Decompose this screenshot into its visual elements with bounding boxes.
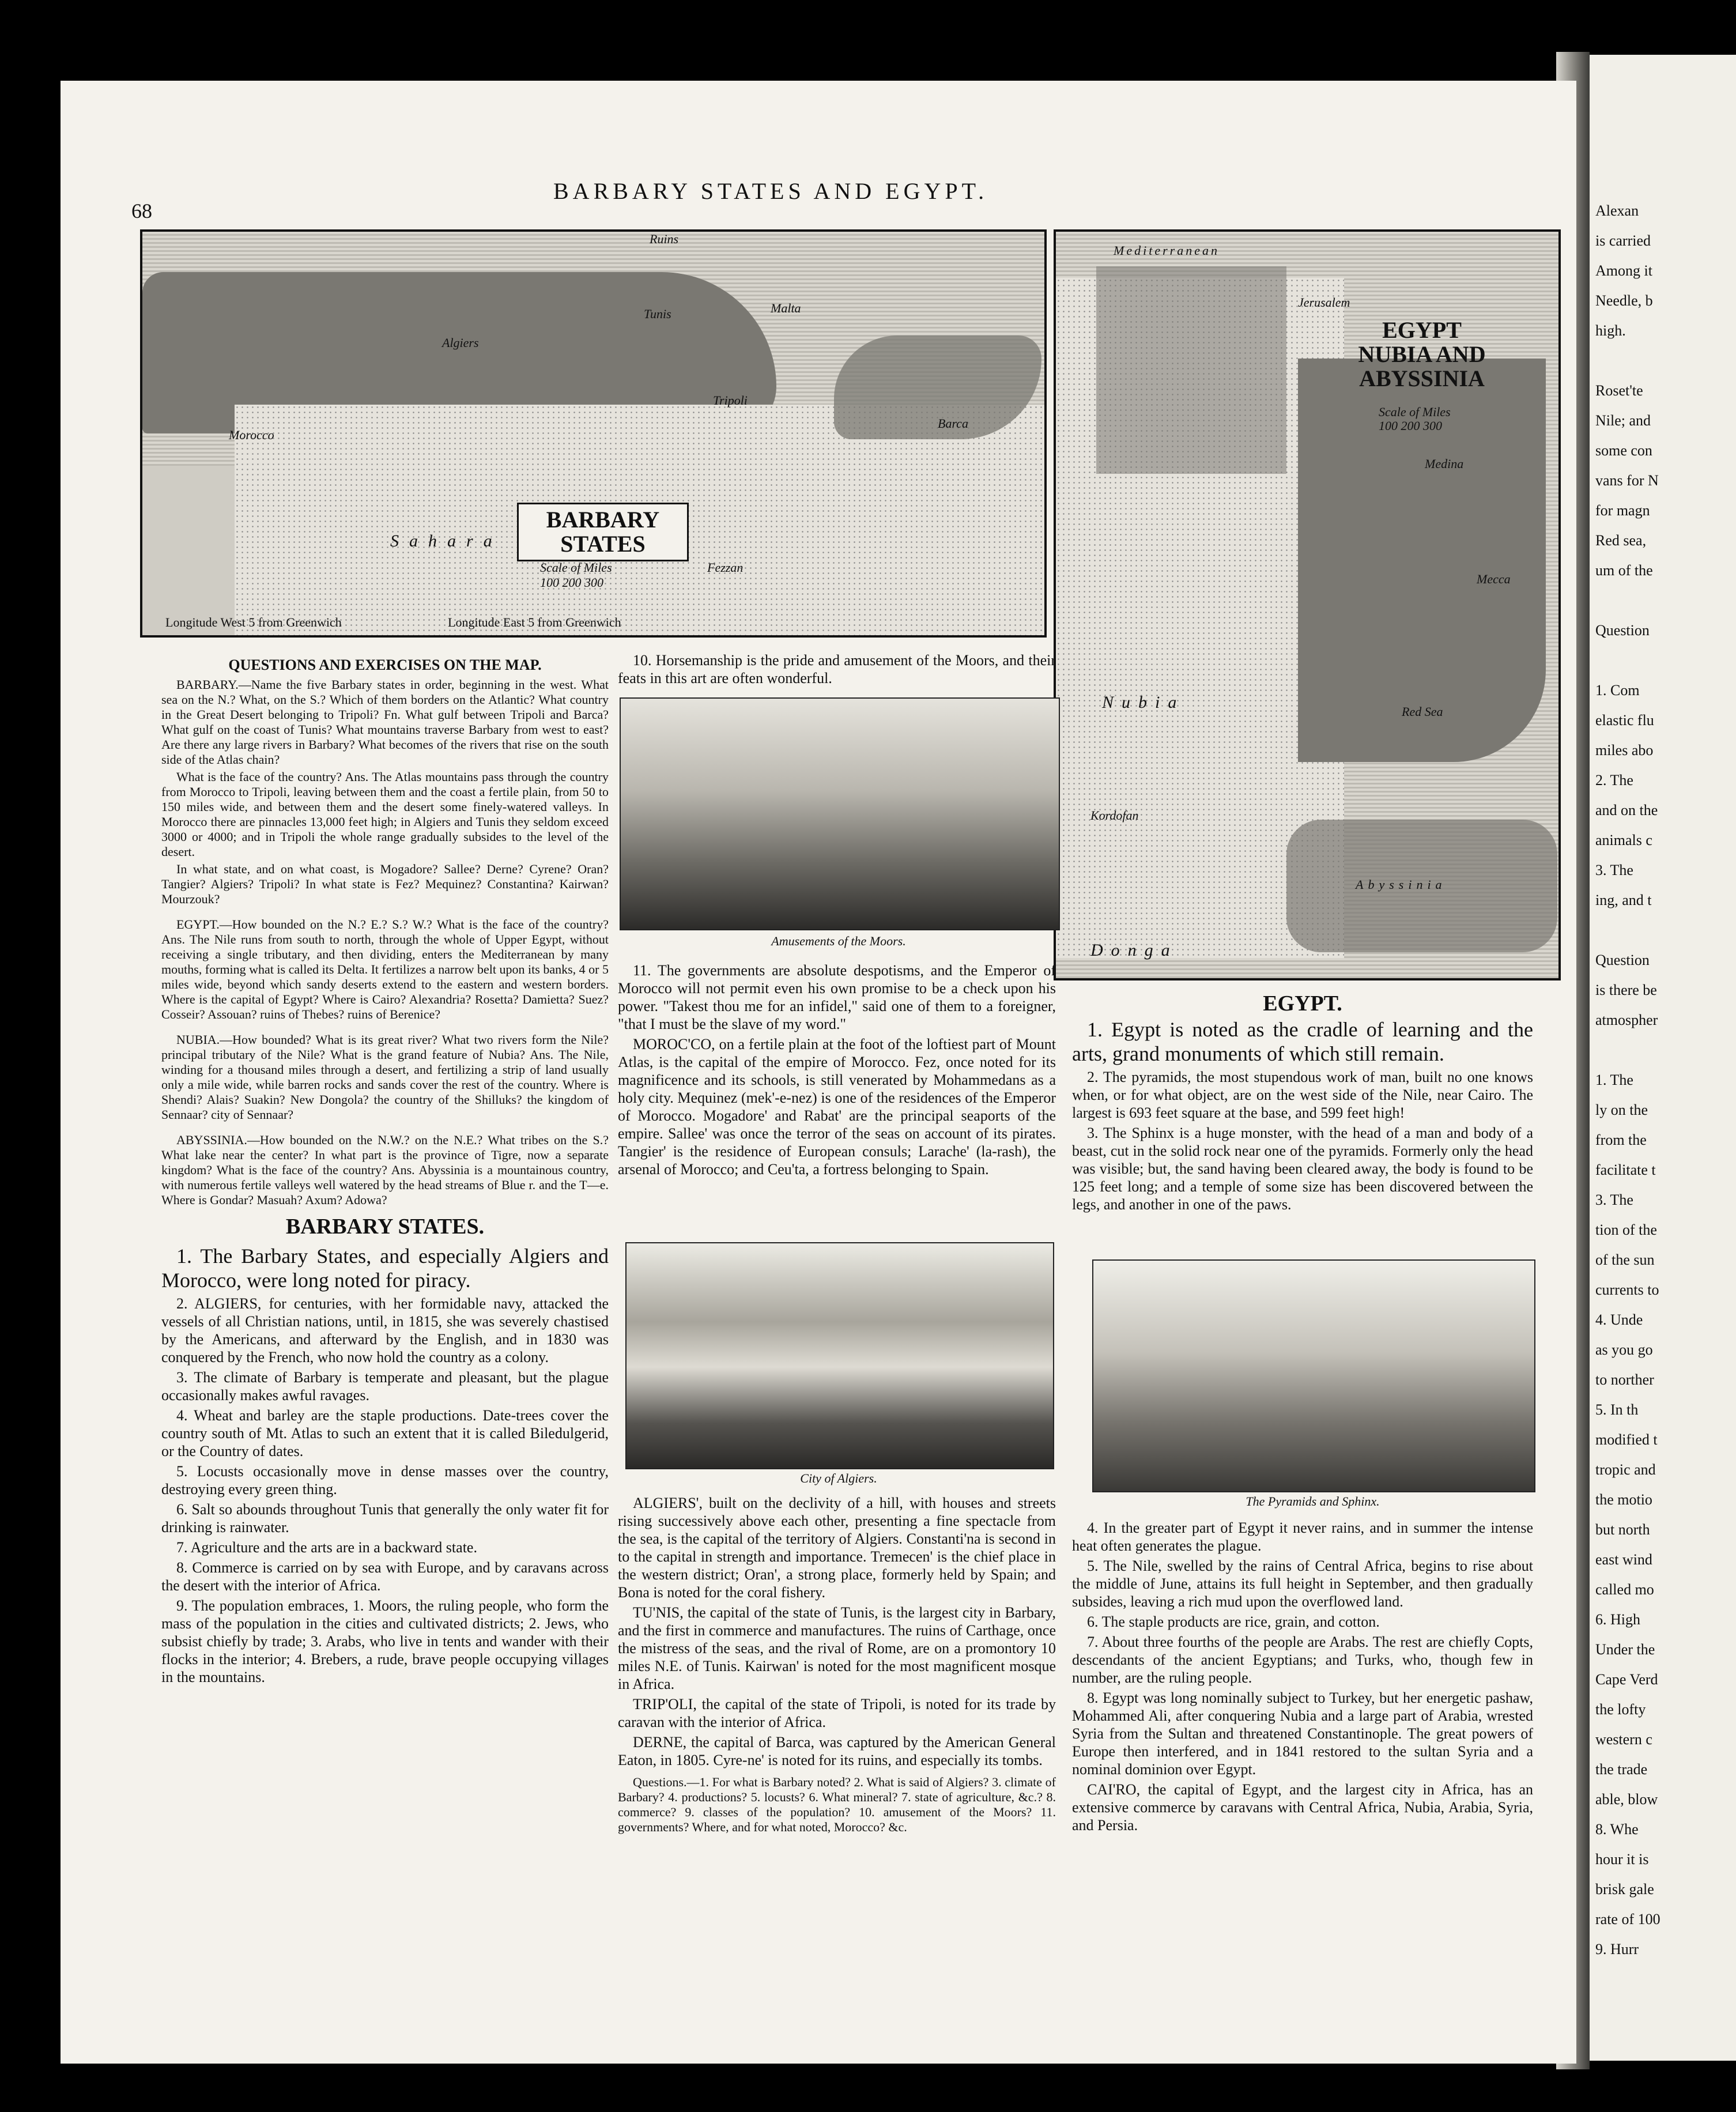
barbary-questions: BARBARY.—Name the five Barbary states in order, beginning in the west. What sea on the N.? What, on the S.? Which of them borders on the Atlantic? What country in the Great Desert belonging to Tripoli? Fn. What gulf between Tripoli and Barca? What gulf on the coast of Tunis? What mountains traverse Barbary from west to east? Are there any large rivers in Barbary? What becomes of the rivers that rise on the south side of the Atlas chain? bbox=[161, 677, 609, 767]
barbary-lead: 1. The Barbary States, and especially Algiers and Morocco, were long noted for piracy. bbox=[161, 1244, 609, 1292]
barbary-map-place-6: Morocco bbox=[229, 428, 274, 442]
egypt-lead: 1. Egypt is noted as the cradle of learning and the arts, grand monuments of which still remain. bbox=[1072, 1018, 1533, 1065]
facing-page-line: 6. High bbox=[1595, 1611, 1640, 1628]
facing-page-line: high. bbox=[1595, 322, 1626, 339]
moors-p10: 10. Horsemanship is the pride and amusement of the Moors, and their feats in this art are often wonderful. bbox=[618, 652, 1056, 687]
egypt-p8: 8. Egypt was long nominally subject to Turkey, but her energetic pashaw, Mohammed Ali, after conquering Nubia and a large part of Arabia, wrested Syria from the Sultan and threatened Constantinople. The great powers of Europe then interfered, and in 1841 restored to the sultan Syria and a nominal dominion over Egypt. bbox=[1072, 1689, 1533, 1778]
barbary-section-title: BARBARY STATES. bbox=[285, 1215, 485, 1239]
cairo-text: CAI'RO, the capital of Egypt, and the largest city in Africa, has an extensive commerce by caravans with Central Africa, Nubia, Arabia, Syria, and Persia. bbox=[1072, 1781, 1533, 1834]
facing-page-line: able, blow bbox=[1595, 1791, 1658, 1808]
egypt-map-place-0: Mediterranean bbox=[1114, 243, 1220, 258]
column-2-lower bbox=[618, 961, 1056, 1181]
nubia-questions: NUBIA.—How bounded? What is its great river? What two rivers form the Nile? principal tributary of the Nile? What is the grand feature of Nubia? Ans. The Nile, winding for a thousand miles through a desert, and fertilizing a strip of land usually only a mile wide, while barren rocks and sands cover the rest of the country. Where is Shendi? Alais? Suakin? New Dongola? the country of the Shilluks? the kingdom of Sennaar? city of Sennaar? bbox=[161, 1032, 609, 1122]
facing-page-line: 1. The bbox=[1595, 1072, 1633, 1088]
facing-page-line: 9. Hurr bbox=[1595, 1941, 1639, 1958]
facing-page-line: Under the bbox=[1595, 1641, 1655, 1658]
egypt-map-place-5: Kordofan bbox=[1090, 808, 1139, 823]
pyramids-caption: The Pyramids and Sphinx. bbox=[1246, 1494, 1380, 1508]
barbary-map-longitude-east: Longitude East 5 from Greenwich bbox=[448, 615, 621, 629]
facing-page-line: ly on the bbox=[1595, 1102, 1648, 1118]
facing-page-line: western c bbox=[1595, 1731, 1652, 1748]
derne-text: DERNE, the capital of Barca, was captured by the American General Eaton, in 1805. Cyre-ne' is noted for its ruins, and especially its tombs. bbox=[618, 1734, 1056, 1768]
barbary-map bbox=[140, 229, 1047, 638]
facing-page-line: 5. In th bbox=[1595, 1401, 1639, 1418]
egypt-map-place-3: Mecca bbox=[1477, 572, 1511, 586]
egypt-questions: EGYPT.—How bounded on the N.? E.? S.? W.? What is the face of the country? Ans. The Nile runs from south to north, through the whole of Upper Egypt, without receiving a single tributary, and then dividing, enters the Mediterranean by many mouths, forming what is called its Delta. It fertilizes a narrow belt upon its banks, 4 or 5 miles wide, beyond which sandy deserts extend to the eastern and western borders. Where is the capital of Egypt? Where is Cairo? Alexandria? Rosetta? Damietta? Suez? Cosseir? Assouan? ruins of Thebes? ruins of Berenice? bbox=[161, 917, 609, 1021]
barbary-map-longitude-west: Longitude West 5 from Greenwich bbox=[165, 615, 342, 629]
column-2 bbox=[618, 651, 1056, 689]
facing-page-line: Needle, b bbox=[1595, 292, 1653, 309]
facing-page-line: the trade bbox=[1595, 1761, 1648, 1778]
facing-page-line: is there be bbox=[1595, 982, 1657, 998]
facing-page-line: Question bbox=[1595, 952, 1650, 968]
barbary-map-scale-values: 100 200 300 bbox=[540, 575, 603, 590]
facing-page-line: hour it is bbox=[1595, 1851, 1649, 1868]
facing-page-line: the lofty bbox=[1595, 1701, 1646, 1718]
barbary-p2: 2. ALGIERS, for centuries, with her formidable navy, attacked the vessels of all Christian nations, until, in 1815, she was severely chastised by the Americans, and afterward by the English, and in 1830 was conquered by the French, who now hold the country as a colony. bbox=[161, 1295, 609, 1366]
egypt-p5: 5. The Nile, swelled by the rains of Central Africa, begins to rise about the middle of June, attains its full height in September, and then gradually subsides, leaving a rich mud upon the overflowed land. bbox=[1072, 1557, 1533, 1610]
facing-page-line: but north bbox=[1595, 1521, 1650, 1538]
facing-page-line: Roset'te bbox=[1595, 382, 1643, 399]
facing-page-line: is carried bbox=[1595, 232, 1651, 249]
facing-page-line: miles abo bbox=[1595, 742, 1654, 759]
barbary-map-place-1: Algiers bbox=[442, 335, 479, 350]
governments-p11: 11. The governments are absolute despotisms, and the Emperor of Morocco will not permit even his own promise to be a check upon his power. "Takest thou me for an infidel," said one of them to a foreigner, "that I must be the slave of my word." bbox=[618, 962, 1056, 1032]
facing-page-line: brisk gale bbox=[1595, 1881, 1654, 1898]
facing-page-line: of the sun bbox=[1595, 1251, 1655, 1268]
barbary-map-scale: Scale of Miles bbox=[540, 560, 612, 575]
page-header-title: BARBARY STATES AND EGYPT. bbox=[553, 178, 988, 204]
barbary-p8: 8. Commerce is carried on by sea with Europe, and by caravans across the desert with the interior of Africa. bbox=[161, 1559, 609, 1594]
egypt-map-place-8: Red Sea bbox=[1402, 704, 1443, 719]
pyramids-sphinx-engraving bbox=[1092, 1259, 1535, 1492]
facing-page-line: facilitate t bbox=[1595, 1161, 1656, 1178]
facing-page-line: 8. Whe bbox=[1595, 1821, 1639, 1838]
facing-page-line: vans for N bbox=[1595, 472, 1659, 489]
facing-page-line: to norther bbox=[1595, 1371, 1654, 1388]
barbary-p3: 3. The climate of Barbary is temperate and pleasant, but the plague occasionally makes awful ravages. bbox=[161, 1369, 609, 1404]
barbary-face: What is the face of the country? Ans. The Atlas mountains pass through the country from Morocco to Tripoli, leaving between them and the coast a fertile plain, from 50 to 150 miles wide, and between them and the desert some finely-watered valleys. In Morocco there are pinnacles 13,000 feet high; in Algiers and Tunis they seldom exceed 3000 or 4000; and in Tripoli the whole range gradually subsides to the level of the desert. bbox=[161, 770, 609, 859]
facing-page-line: animals c bbox=[1595, 832, 1652, 848]
facing-page-line: modified t bbox=[1595, 1431, 1658, 1448]
barbary-map-title: BARBARY STATES bbox=[517, 503, 689, 561]
column-3 bbox=[1072, 991, 1533, 1216]
facing-page-line: 3. The bbox=[1595, 862, 1633, 878]
barbary-p6: 6. Salt so abounds throughout Tunis that generally the only water fit for drinking is rainwater. bbox=[161, 1501, 609, 1536]
egypt-map-scale: Scale of Miles bbox=[1379, 405, 1451, 419]
barbary-map-place-3: Tripoli bbox=[713, 393, 748, 408]
moors-horsemen-engraving bbox=[620, 697, 1060, 930]
facing-page-line: and on the bbox=[1595, 802, 1658, 819]
barbary-map-place-7: Malta bbox=[771, 301, 801, 315]
tunis-text: TU'NIS, the capital of the state of Tunis, is the largest city in Barbary, and the first in commerce and manufactures. The ruins of Carthage, once the mistress of the seas, and the rival of Rome, are on a promontory 10 miles N.E. of Tunis. Kairwan' is noted for the most magnificent mosque in Africa. bbox=[618, 1604, 1056, 1692]
egypt-map-place-1: Jerusalem bbox=[1298, 295, 1350, 310]
moors-caption: Amusements of the Moors. bbox=[771, 934, 906, 948]
egypt-section-title: EGYPT. bbox=[1263, 991, 1342, 1016]
facing-page-line: Cape Verd bbox=[1595, 1671, 1658, 1688]
barbary-p5: 5. Locusts occasionally move in dense masses over the country, destroying every green thing. bbox=[161, 1463, 609, 1498]
barbary-map-place-2: Tunis bbox=[644, 307, 671, 321]
barbary-towns: In what state, and on what coast, is Mogadore? Sallee? Derne? Cyrene? Oran? Tangier? Algiers? Tripoli? In what state is Fez? Mequinez? Constantina? Kairwan? Mourzouk? bbox=[161, 862, 609, 906]
facing-page-line: for magn bbox=[1595, 502, 1650, 519]
egypt-map-title: EGYPT NUBIA AND ABYSSINIA bbox=[1358, 317, 1486, 391]
barbary-p9: 9. The population embraces, 1. Moors, the ruling people, who form the mass of the population in the cities and cultivated districts; 2. Jews, who subsist chiefly by trade; 3. Arabs, who live in tents and wander with their flocks in the interior; 4. Brebers, a rude, brave people occupying villages in the mountains. bbox=[161, 1597, 609, 1685]
barbary-p7: 7. Agriculture and the arts are in a backward state. bbox=[176, 1539, 477, 1556]
city-of-algiers-engraving bbox=[625, 1242, 1054, 1469]
facing-page-line: atmospher bbox=[1595, 1012, 1658, 1028]
barbary-map-place-5: Barca bbox=[938, 416, 968, 431]
facing-page-line: tion of the bbox=[1595, 1221, 1657, 1238]
facing-page-line: east wind bbox=[1595, 1551, 1652, 1568]
egypt-p6: 6. The staple products are rice, grain, and cotton. bbox=[1087, 1613, 1380, 1630]
facing-page-line: ing, and t bbox=[1595, 892, 1652, 908]
barbary-map-place-4: Fezzan bbox=[707, 560, 744, 575]
facing-page-line: called mo bbox=[1595, 1581, 1654, 1598]
egypt-p2: 2. The pyramids, the most stupendous work of man, built no one knows when, or for what object, are on the west side of the Nile, near Cairo. The largest is 693 feet square at the base, and 599 feet high! bbox=[1072, 1069, 1533, 1121]
abyssinia-questions: ABYSSINIA.—How bounded on the N.W.? on the N.E.? What tribes on the S.? What lake near the center? In what part is the province of Tigre, now a separate kingdom? What is the face of the country? Ans. Abyssinia is a mountainous country, with numerous fertile valleys well watered by the head streams of Blue r. and the T—e. Where is Gondar? Masuah? Axum? Adowa? bbox=[161, 1133, 609, 1207]
column-2-bottom bbox=[618, 1494, 1056, 1837]
egypt-map-scale-values: 100 200 300 bbox=[1379, 418, 1442, 433]
egypt-map bbox=[1054, 229, 1561, 980]
egypt-p4: 4. In the greater part of Egypt it never rains, and in summer the intense heat often generates the plague. bbox=[1072, 1519, 1533, 1554]
barbary-p4: 4. Wheat and barley are the staple productions. Date-trees cover the country south of Mt. Atlas to such an extent that it is called Biledulgerid, or the Country of dates. bbox=[161, 1407, 609, 1459]
facing-page-line: um of the bbox=[1595, 562, 1653, 579]
facing-page-line: 2. The bbox=[1595, 772, 1633, 789]
column-1 bbox=[161, 656, 609, 1688]
tripoli-text: TRIP'OLI, the capital of the state of Tripoli, is noted for its trade by caravan with the interior of Africa. bbox=[618, 1696, 1056, 1730]
facing-page-line: tropic and bbox=[1595, 1461, 1656, 1478]
questions-heading: QUESTIONS AND EXERCISES ON THE MAP. bbox=[228, 657, 542, 673]
facing-page bbox=[1590, 55, 1736, 2061]
page-number: 68 bbox=[131, 199, 152, 222]
facing-page-line: as you go bbox=[1595, 1341, 1653, 1358]
facing-page-line: the motio bbox=[1595, 1491, 1652, 1508]
morocco-text: MOROC'CO, on a fertile plain at the foot of the loftiest part of Mount Atlas, is the capital of the empire of Morocco. Fez, once noted for its magnificence and its schools, is still venerated by Mohammedans as a holy city. Mequinez (mek'-e-nez) is one of the residences of the Emperor of Morocco. Mogadore' and Rabat' are the principal seaports of the empire. Sallee' was once the terror of the seas on account of its pirates. Tangier' is the residence of European consuls; Larache' (la-rash), the arsenal of Morocco; and Ceu'ta, a fortress belonging to Spain. bbox=[618, 1036, 1056, 1178]
facing-page-line: Among it bbox=[1595, 262, 1652, 279]
facing-page-line: Red sea, bbox=[1595, 532, 1647, 549]
facing-page-line: Nile; and bbox=[1595, 412, 1651, 429]
algiers-caption: City of Algiers. bbox=[800, 1471, 877, 1485]
facing-page-line: rate of 100 bbox=[1595, 1911, 1660, 1928]
facing-page-line: 1. Com bbox=[1595, 682, 1640, 699]
egypt-map-place-4: Nubia bbox=[1102, 693, 1185, 712]
facing-page-line: Question bbox=[1595, 622, 1650, 639]
egypt-map-place-2: Medina bbox=[1425, 457, 1464, 471]
barbary-review-questions: Questions.—1. For what is Barbary noted? 2. What is said of Algiers? 3. climate of Barbary? 4. productions? 5. locusts? 6. What mineral? 7. state of agriculture, &c.? 8. commerce? 9. classes of the population? 10. amusement of the Moors? 11. governments? Where, and for what noted, Morocco? &c. bbox=[618, 1775, 1056, 1834]
egypt-p3: 3. The Sphinx is a huge monster, with the head of a man and body of a beast, cut in the solid rock near one of the pyramids. Formerly only the head was visible; but, the sand having been cleared away, the body is found to be 125 feet long; and a temple of some size has been discovered between the legs, and another in one of the paws. bbox=[1072, 1125, 1533, 1213]
facing-page-line: Alexan bbox=[1595, 202, 1639, 219]
egypt-map-place-6: Donga bbox=[1090, 941, 1178, 960]
egypt-p7: 7. About three fourths of the people are Arabs. The rest are chiefly Copts, descendants of the ancient Egyptians; and Turks, who, though few in number, are the ruling people. bbox=[1072, 1634, 1533, 1686]
facing-page-line: elastic flu bbox=[1595, 712, 1654, 729]
facing-page-line: 3. The bbox=[1595, 1191, 1633, 1208]
column-3-lower bbox=[1072, 1519, 1533, 1836]
facing-page-line: 4. Unde bbox=[1595, 1311, 1643, 1328]
barbary-map-place-8: Ruins bbox=[650, 232, 679, 246]
facing-page-line: from the bbox=[1595, 1132, 1647, 1148]
egypt-map-place-7: Abyssinia bbox=[1356, 877, 1447, 892]
facing-page-line: currents to bbox=[1595, 1281, 1659, 1298]
facing-page-line: some con bbox=[1595, 442, 1652, 459]
algiers-text: ALGIERS', built on the declivity of a hill, with houses and streets rising successively above each other, presenting a fine spectacle from the sea, is the capital of the territory of Algiers. Constanti'na is second in to the capital in strength and importance. Tremecen' is the chief place in the western district; Oran', a strong place, formerly held by Spain; and Bona is noted for the coral fishery. bbox=[618, 1495, 1056, 1601]
barbary-map-place-0: Sahara bbox=[390, 531, 503, 550]
